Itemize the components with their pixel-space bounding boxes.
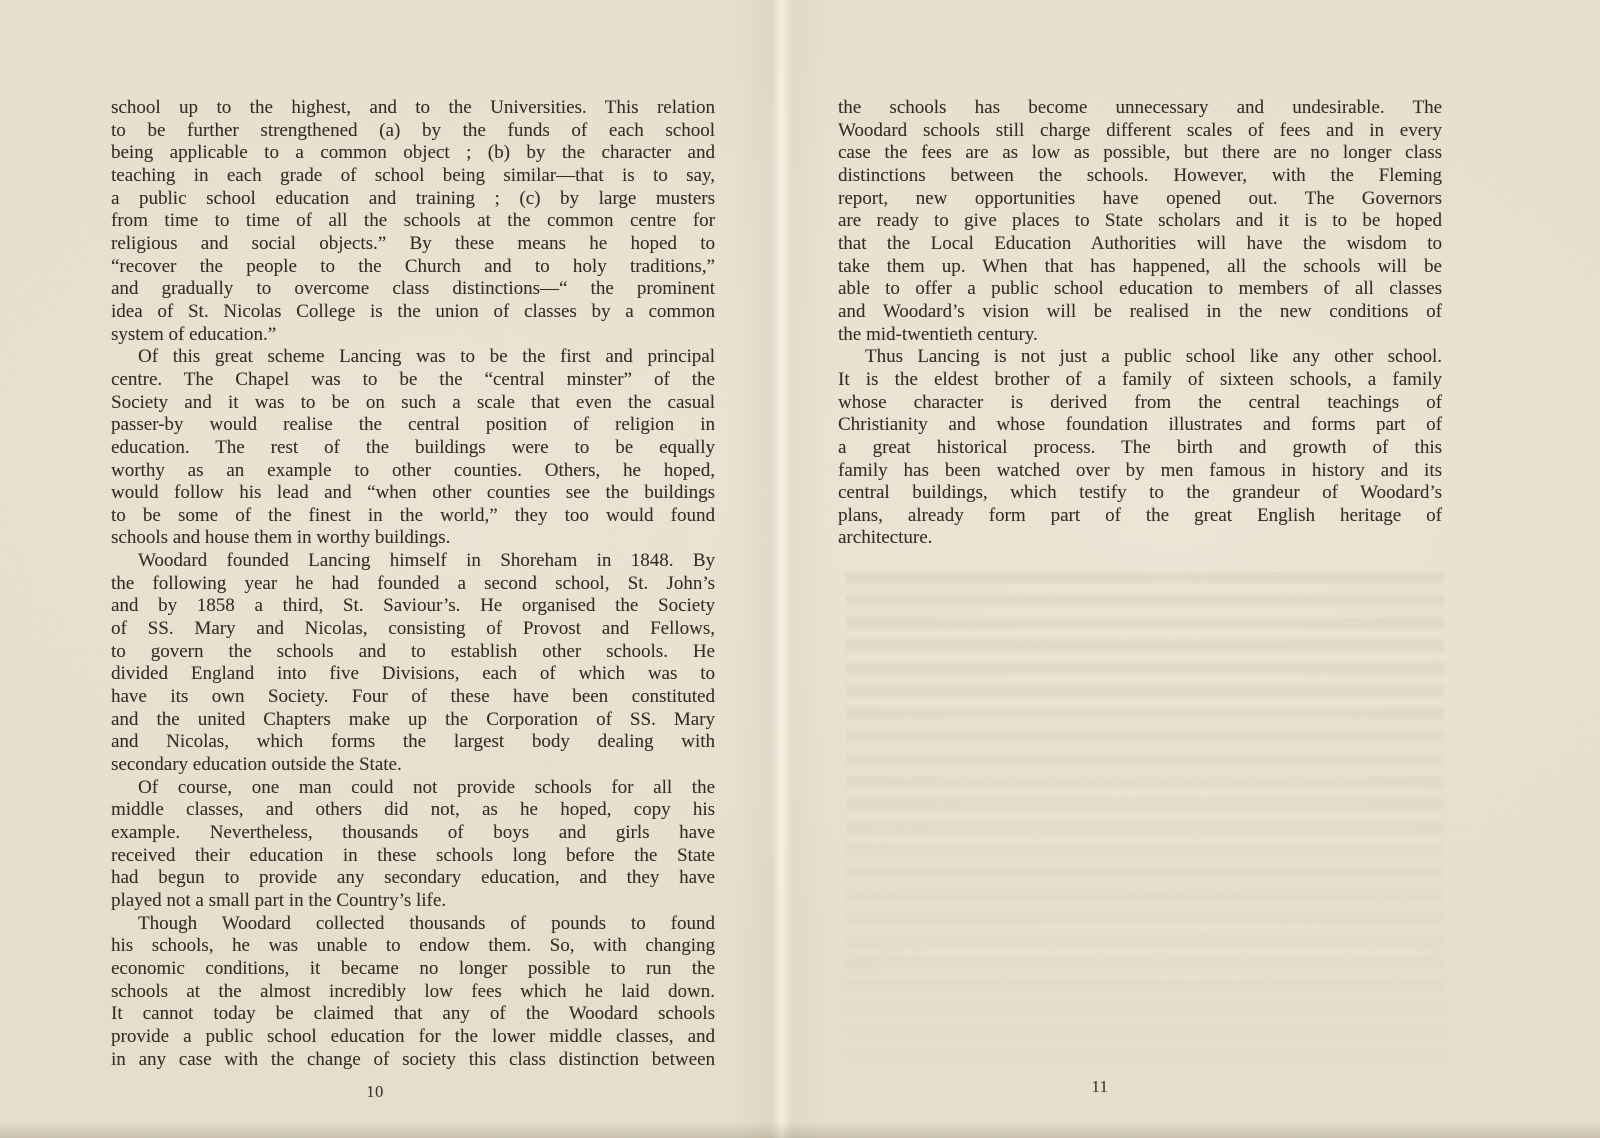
- left-page-number: 10: [366, 1082, 384, 1101]
- text-line: Thus Lancing is not just a public school like any other school.: [865, 346, 1442, 368]
- text-line: and gradually to overcome class distinctions—“ the prominent: [111, 278, 715, 300]
- text-line: worthy as an example to other counties. Others, he hoped,: [111, 459, 715, 481]
- text-line: have its own Society. Four of these have been constituted: [111, 686, 715, 708]
- text-line: It is the eldest brother of a family of sixteen schools, a family: [838, 368, 1442, 390]
- text-line: are ready to give places to State scholars and it is to be hoped: [838, 210, 1442, 232]
- text-line: school up to the highest, and to the Universities. This relation: [111, 97, 715, 118]
- text-line: It cannot today be claimed that any of the Woodard schools: [111, 1003, 715, 1025]
- text-line: and the united Chapters make up the Corporation of SS. Mary: [111, 708, 715, 730]
- text-line: Of this great scheme Lancing was to be the first and principal: [138, 346, 715, 368]
- text-line: centre. The Chapel was to be the “central minster” of the: [111, 368, 715, 390]
- paragraph: [838, 346, 1442, 550]
- text-line: family has been watched over by men famous in history and its: [838, 459, 1442, 481]
- text-line: passer-by would realise the central position of religion in: [111, 414, 715, 436]
- text-line: played not a small part in the Country’s life.: [111, 889, 447, 911]
- text-line: distinctions between the schools. However, with the Fleming: [838, 164, 1442, 186]
- text-line: teaching in each grade of school being similar—that is to say,: [111, 164, 715, 186]
- right-page-number: 11: [1091, 1077, 1109, 1096]
- text-line: that the Local Education Authorities will have the wisdom to: [838, 232, 1442, 254]
- text-line: had begun to provide any secondary education, and they have: [111, 867, 715, 889]
- text-line: provide a public school education for the lower middle classes, and: [111, 1025, 715, 1047]
- text-line: economic conditions, it became no longer possible to run the: [111, 957, 715, 979]
- text-line: of SS. Mary and Nicolas, consisting of Provost and Fellows,: [111, 618, 715, 640]
- text-line: to govern the schools and to establish other schools. He: [111, 640, 715, 662]
- text-line: his schools, he was unable to endow them. So, with changing: [111, 935, 715, 957]
- text-line: architecture.: [838, 527, 933, 549]
- text-line: to be some of the finest in the world,” they too would found: [111, 504, 715, 526]
- text-line: example. Nevertheless, thousands of boys and girls have: [111, 822, 715, 843]
- text-line: would follow his lead and “when other counties see the buildings: [111, 482, 715, 504]
- text-line: schools at the almost incredibly low fees which he laid down.: [111, 980, 715, 1002]
- text-line: religious and social objects.” By these means he hoped to: [111, 232, 715, 254]
- text-line: “recover the people to the Church and to holy traditions,”: [111, 255, 715, 277]
- text-line: and Woodard’s vision will be realised in the new conditions of: [838, 300, 1442, 322]
- text-line: take them up. When that has happened, all the schools will be: [838, 255, 1442, 277]
- text-line: divided England into five Divisions, each of which was to: [111, 663, 715, 685]
- text-line: from time to time of all the schools at the common centre for: [111, 210, 715, 232]
- text-line: plans, already form part of the great English heritage of: [838, 504, 1442, 526]
- text-line: case the fees are as low as possible, but there are no longer class: [838, 142, 1442, 164]
- text-line: and by 1858 a third, St. Saviour’s. He organised the Society: [111, 595, 715, 617]
- text-line: a public school education and training ; (c) by large musters: [111, 187, 715, 209]
- text-line: middle classes, and others did not, as he hoped, copy his: [111, 799, 715, 821]
- text-line: secondary education outside the State.: [111, 754, 402, 776]
- text-line: whose character is derived from the central teachings of: [838, 391, 1442, 413]
- text-line: report, new opportunities have opened out. The Governors: [838, 187, 1442, 209]
- text-line: Though Woodard collected thousands of pounds to found: [138, 912, 715, 934]
- text-line: Christianity and whose foundation illustrates and forms part of: [838, 414, 1442, 436]
- text-line: being applicable to a common object ; (b) by the character and: [111, 142, 715, 164]
- text-line: Of course, one man could not provide schools for all the: [138, 776, 715, 798]
- text-line: and Nicolas, which forms the largest body dealing with: [111, 731, 715, 753]
- text-line: Woodard schools still charge different scales of fees and in every: [838, 119, 1442, 141]
- text-line: the mid-twentieth century.: [838, 323, 1038, 345]
- text-line: received their education in these schools long before the State: [111, 844, 715, 866]
- text-line: central buildings, which testify to the grandeur of Woodard’s: [838, 482, 1442, 504]
- text-line: system of education.”: [111, 323, 277, 345]
- text-line: in any case with the change of society this class distinction between: [111, 1048, 715, 1070]
- text-line: able to offer a public school education to members of all classes: [838, 278, 1442, 300]
- text-line: Woodard founded Lancing himself in Shoreham in 1848. By: [138, 550, 715, 572]
- paragraph: [838, 97, 1442, 346]
- text-line: to be further strengthened (a) by the funds of each school: [111, 119, 715, 141]
- text-line: education. The rest of the buildings were to be equally: [111, 436, 715, 458]
- text-line: the following year he had founded a second school, St. John’s: [111, 572, 715, 594]
- text-line: Society and it was to be on such a scale that even the casual: [111, 391, 715, 413]
- text-line: schools and house them in worthy buildings.: [111, 527, 451, 549]
- text-line: a great historical process. The birth and growth of this: [838, 436, 1442, 458]
- text-line: the schools has become unnecessary and undesirable. The: [838, 97, 1442, 118]
- text-line: idea of St. Nicolas College is the union of classes by a common: [111, 300, 715, 322]
- bleed-through-ghost-text: [845, 572, 1445, 1072]
- right-page-text-block: [838, 97, 1442, 550]
